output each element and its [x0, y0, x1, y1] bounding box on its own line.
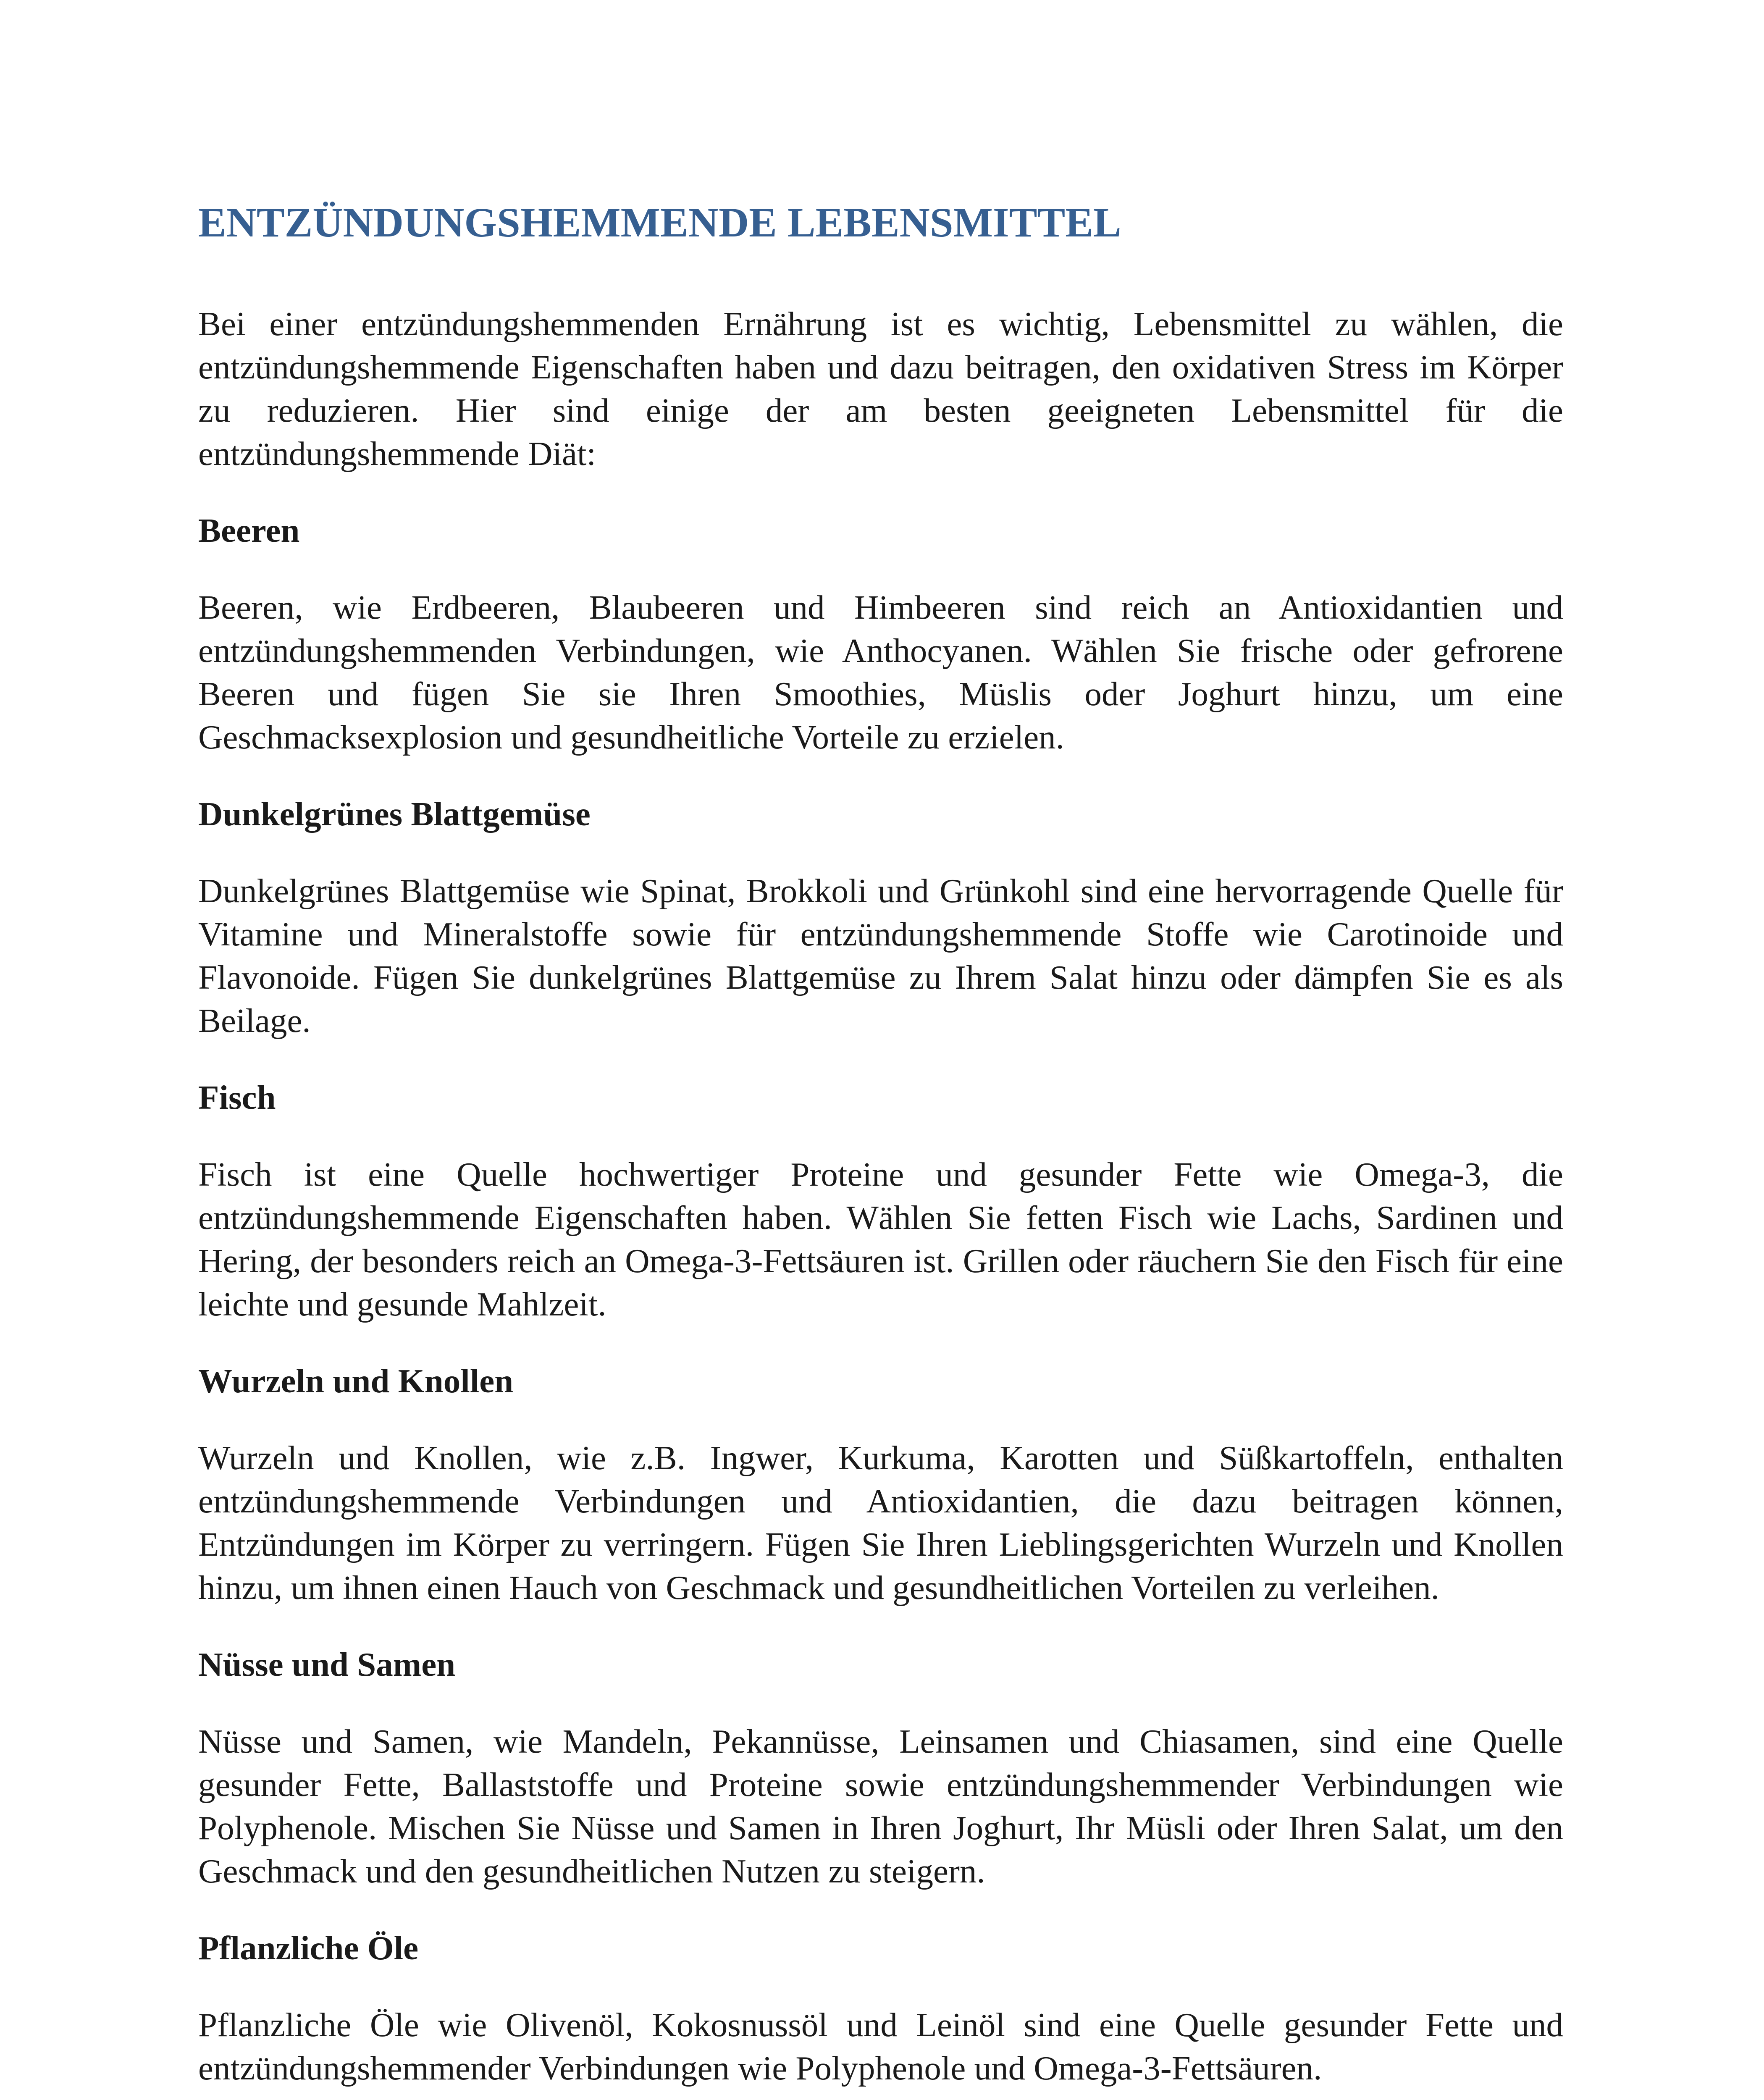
section-heading-nuesse: Nüsse und Samen	[198, 1646, 456, 1683]
section-text-nuesse: Nüsse und Samen, wie Mandeln, Pekannüsse, Leinsamen und Chiasamen, sind eine Quelle gesunder Fette, Ballaststoffe und Proteine sowie entzündungshemmender Verbindungen wie Polyphenole. Mischen Sie Nüsse und Samen in Ihren Joghurt, Ihr Müsli oder Ihren Salat, um den Geschmack und den gesundheitlichen Nutzen zu steigern.	[198, 1722, 1563, 1890]
section-text-beeren: Beeren, wie Erdbeeren, Blaubeeren und Himbeeren sind reich an Antioxidantien und entzündungshemmenden Verbindungen, wie Anthocyanen. Wählen Sie frische oder gefrorene Beeren und fügen Sie sie Ihren Smoothies, Müslis oder Joghurt hinzu, um eine Geschmacksexplosion und gesundheitliche Vorteile zu erzielen.	[198, 588, 1563, 756]
section-text-blattgemuese: Dunkelgrünes Blattgemüse wie Spinat, Brokkoli und Grünkohl sind eine hervorragende Quelle für Vitamine und Mineralstoffe sowie für entzündungshemmende Stoffe wie Carotinoide und Flavonoide. Fügen Sie dunkelgrünes Blattgemüse zu Ihrem Salat hinzu oder dämpfen Sie es als Beilage.	[198, 872, 1563, 1040]
section-text-oele: Pflanzliche Öle wie Olivenöl, Kokosnussöl und Leinöl sind eine Quelle gesunder Fette und entzündungshemmender Verbindungen wie Polyphenole und Omega-3-Fettsäuren.	[198, 2006, 1563, 2087]
page-content	[198, 197, 1563, 2100]
section-text-wurzeln: Wurzeln und Knollen, wie z.B. Ingwer, Kurkuma, Karotten und Süßkartoffeln, enthalten entzündungshemmende Verbindungen und Antioxidantien, die dazu beitragen können, Entzündungen im Körper zu verringern. Fügen Sie Ihren Lieblingsgerichten Wurzeln und Knollen hinzu, um ihnen einen Hauch von Geschmack und gesundheitlichen Vorteilen zu verleihen.	[198, 1439, 1563, 1606]
section-heading-oele: Pflanzliche Öle	[198, 1929, 419, 1967]
section-heading-beeren: Beeren	[198, 512, 300, 549]
section-heading-blattgemuese: Dunkelgrünes Blattgemüse	[198, 795, 591, 833]
page-title: ENTZÜNDUNGSHEMMENDE LEBENSMITTEL	[198, 199, 1121, 246]
section-text-fisch: Fisch ist eine Quelle hochwertiger Proteine und gesunder Fette wie Omega-3, die entzündungshemmende Eigenschaften haben. Wählen Sie fetten Fisch wie Lachs, Sardinen und Hering, der besonders reich an Omega-3-Fettsäuren ist. Grillen oder räuchern Sie den Fisch für eine leichte und gesunde Mahlzeit.	[198, 1155, 1563, 1323]
section-heading-fisch: Fisch	[198, 1079, 276, 1116]
section-heading-wurzeln: Wurzeln und Knollen	[198, 1362, 514, 1400]
intro-paragraph: Bei einer entzündungshemmenden Ernährung ist es wichtig, Lebensmittel zu wählen, die entzündungshemmende Eigenschaften haben und dazu beitragen, den oxidativen Stress im Körper zu reduzieren. Hier sind einige der am besten geeigneten Lebensmittel für die entzündungshemmende Diät:	[198, 305, 1563, 472]
